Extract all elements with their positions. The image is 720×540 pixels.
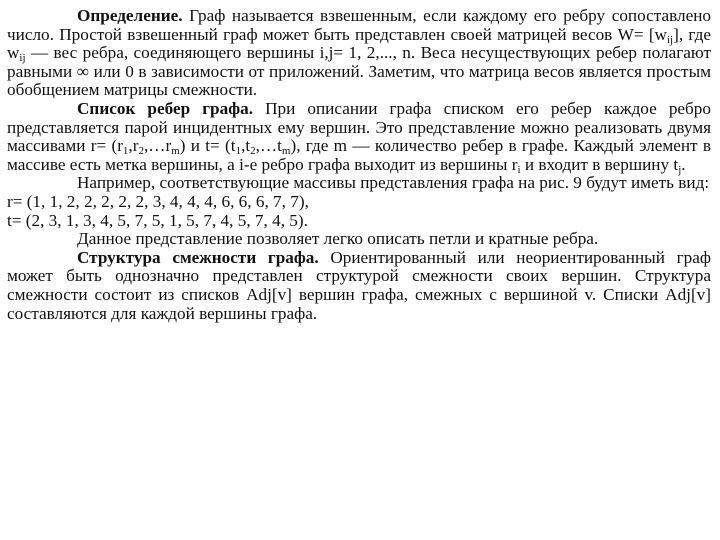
text-span: При описании графа списком его ребер каждое ребро представляется парой инцидентных ему вершин. Это представление можно реализовать двумя массивами r= (r [7, 98, 711, 156]
text-span: Ориентированный или неориентированный граф может быть однозначно представлен структурой смежности своих вершин. Структура смежности состоит из списков Adj[v] вершин графа, смежных с вершиной v. Списки Adj[v] составляются для каждой вершины графа. [7, 247, 711, 323]
subscript: 2 [250, 145, 256, 158]
paragraph-edge-list [7, 100, 711, 174]
subscript: m [171, 145, 180, 158]
text-span: ,t [241, 136, 251, 156]
text-span: Граф называется взвешенным, если каждому его ребру сопоставлено число. Простой взвешенный граф может быть представлен своей матрицей весов W= [w [7, 6, 711, 44]
paragraph-adjacency-structure [7, 249, 711, 323]
text-span: и входит в вершину t [520, 154, 679, 174]
text-span: — вес ребра, соединяющего вершины i,j= 1, 2,..., n. Веса несуществующих ребер полагают равными ∞ или 0 в зависимости от приложений. Заметим, что матрица весов является простым обобщением матрицы смежности. [7, 43, 711, 100]
array-t-line: t= (2, 3, 1, 3, 4, 5, 7, 5, 1, 5, 7, 4, 5, 7, 4, 5). [7, 210, 308, 230]
text-span: ,…t [255, 136, 282, 156]
subscript: m [281, 145, 291, 158]
subscript: 2 [138, 145, 144, 158]
text-span: . [681, 154, 686, 174]
array-r-line: r= (1, 1, 2, 2, 2, 2, 2, 3, 4, 4, 4, 6, 6, 6, 7, 7), [7, 191, 309, 211]
heading-adjacency-structure: Структура смежности графа. [77, 247, 319, 267]
subscript: 1 [122, 145, 129, 158]
subscript: j [678, 163, 682, 176]
heading-edge-list: Список ребер графа. [77, 98, 253, 118]
subscript: 1 [235, 145, 242, 158]
text-body [7, 7, 711, 323]
text-span: ) и t= (t [179, 136, 236, 156]
paragraph-weighted-graph [7, 7, 711, 100]
text-span: ), где m — количество ребер в графе. Каждый элемент в массиве есть метка вершины, а i-е ребро графа выходит из вершины r [7, 136, 711, 174]
paragraph-example: Например, соответствующие массивы представления графа на рис. 9 будут иметь вид: [77, 173, 710, 193]
subscript: i [517, 163, 521, 176]
subscript: ij [19, 52, 26, 65]
text-span: ,…r [143, 136, 172, 156]
heading-definition: Определение. [77, 6, 183, 25]
paragraph-loops-note: Данное представление позволяет легко описать петли и кратные ребра. [77, 229, 599, 249]
subscript: ij [666, 33, 674, 46]
text-span: ,r [128, 136, 139, 156]
text-span: ], где w [7, 24, 711, 63]
